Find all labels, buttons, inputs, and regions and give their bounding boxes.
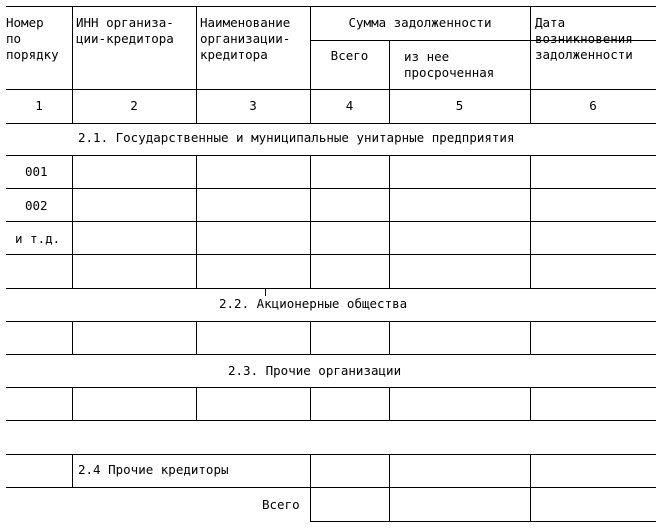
rule-v72-d bbox=[72, 387, 73, 420]
header-col1-line2: по bbox=[6, 31, 22, 46]
rule-tick-s22 bbox=[265, 288, 266, 296]
section-2-3-title: 2.3. Прочие организации bbox=[228, 363, 402, 378]
section-2-4-title: 2.4 Прочие кредиторы bbox=[78, 462, 229, 477]
rule-v389-b bbox=[389, 155, 390, 288]
header-col2-line1: ИНН организа- bbox=[76, 15, 174, 30]
header-col6-line1: Дата bbox=[535, 15, 566, 30]
rule-s22row-bottom bbox=[6, 354, 656, 355]
header-col2-line2: ции-кредитора bbox=[76, 31, 174, 46]
rule-s21-bottom bbox=[6, 155, 656, 156]
rule-v310-e bbox=[310, 454, 311, 521]
rule-numbers-bottom bbox=[6, 123, 656, 124]
rule-total-bottom bbox=[310, 521, 656, 522]
rule-row2-bottom bbox=[6, 221, 656, 222]
header-col4: Всего bbox=[330, 48, 369, 63]
rule-header-bottom bbox=[6, 89, 656, 90]
colnum-4: 4 bbox=[345, 98, 354, 113]
rule-v389-c bbox=[389, 321, 390, 354]
colnum-3: 3 bbox=[249, 98, 257, 113]
rule-row1-bottom bbox=[6, 188, 656, 189]
rule-v72-c bbox=[72, 321, 73, 354]
row-number-002: 002 bbox=[25, 198, 48, 213]
section-2-1-title: 2.1. Государственные и муниципальные унитарные предприятия bbox=[78, 130, 515, 145]
rule-s22-bottom bbox=[6, 321, 656, 322]
rule-v310-d bbox=[310, 387, 311, 420]
header-col5-line2: просроченная bbox=[404, 65, 495, 80]
rule-v530-c bbox=[530, 321, 531, 354]
rule-v530-e bbox=[530, 454, 531, 521]
row-number-001: 001 bbox=[25, 164, 48, 179]
rule-v310-c bbox=[310, 321, 311, 354]
row-number-etc: и т.д. bbox=[15, 231, 61, 246]
rule-v72-e bbox=[72, 454, 73, 487]
rule-row4-bottom bbox=[6, 288, 656, 289]
rule-v389-e bbox=[389, 454, 390, 521]
total-label: Всего bbox=[262, 497, 300, 512]
colnum-2: 2 bbox=[130, 98, 138, 113]
header-col3-line2: организации- bbox=[200, 31, 291, 46]
rule-v389-d bbox=[389, 387, 390, 420]
header-col1-line1: Номер bbox=[6, 15, 44, 30]
rule-s23row-bottom bbox=[6, 420, 656, 421]
header-sum-group: Сумма задолженности bbox=[348, 15, 492, 30]
header-col3-line1: Наименование bbox=[200, 15, 291, 30]
colnum-6: 6 bbox=[589, 98, 597, 113]
header-col6-line2: возникновения bbox=[535, 31, 633, 46]
rule-v196-b bbox=[196, 155, 197, 288]
header-col3-line3: кредитора bbox=[200, 47, 268, 62]
header-col5-line1: из нее bbox=[404, 49, 450, 64]
rule-top bbox=[6, 6, 656, 7]
rule-v196-d bbox=[196, 387, 197, 420]
rule-row3-bottom bbox=[6, 254, 656, 255]
rule-v72-b bbox=[72, 155, 73, 288]
rule-s24-top bbox=[6, 454, 656, 455]
header-col6-line3: задолженности bbox=[535, 47, 633, 62]
header-col1-line3: порядку bbox=[6, 47, 59, 62]
colnum-1: 1 bbox=[35, 98, 43, 113]
rule-s24-bottom bbox=[6, 487, 656, 488]
rule-v530-d bbox=[530, 387, 531, 420]
rule-v196-c bbox=[196, 321, 197, 354]
rule-v530-b bbox=[530, 155, 531, 288]
rule-v310-b bbox=[310, 155, 311, 288]
rule-s23-bottom bbox=[6, 387, 656, 388]
colnum-5: 5 bbox=[455, 98, 464, 113]
section-2-2-title: 2.2. Акционерные общества bbox=[219, 296, 408, 311]
